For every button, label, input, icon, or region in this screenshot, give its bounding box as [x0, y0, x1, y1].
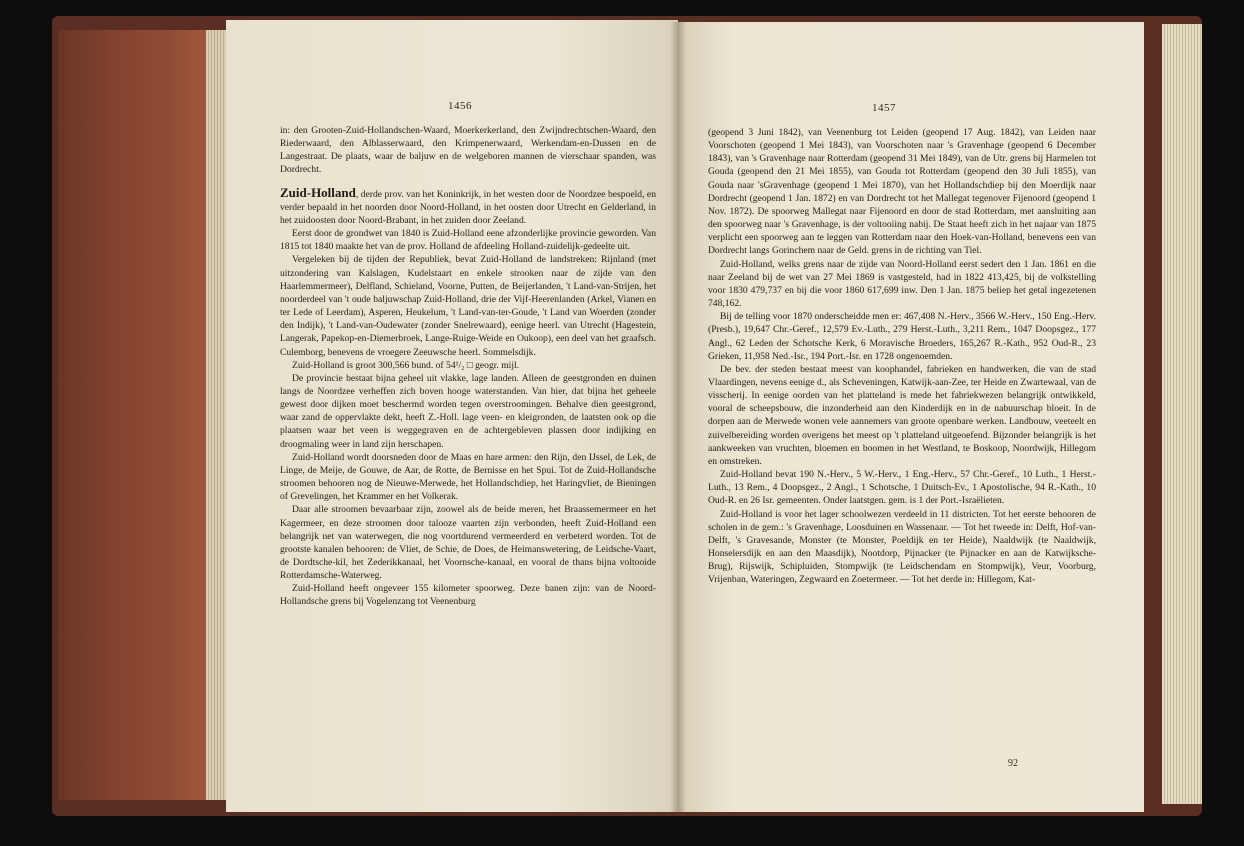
- entry-paragraph: [280, 186, 656, 227]
- paragraph: Zuid-Holland is voor het lager schoolwezen verdeeld in 11 districten. Tot het eerste behooren de scholen in de gem.: 's Gravenhage, Loosduinen en Wassenaar. — Tot het tweede in: Delft, Hof-van-Delft, 's Gravesande, Monster (te Monster, Poeldijk en ter Heide), Naaldwijk (te Naaldwijk, Honselersdijk en aan den Maasdijk), Nootdorp, Pijnacker (te Pijnacker en aan de Katwijksche-Brug), Rijswijk, Schipluiden, Stompwijk (te Leidschendam en Stompwijk), Veur, Voorburg, Vrijenban, Wateringen, Zegwaard en Zoetermeer. — Tot het derde in: Hillegom, Kat-: [708, 508, 1096, 586]
- entry-intro: , derde prov. van het Koninkrijk, in het westen door de Noordzee bespoeld, en verder bepaald in het noorden door Noord-Holland, in het oosten door Utrecht en Gelderland, in het zuidoosten door Noord-Brabant, in het zuiden door Zeeland.: [280, 188, 656, 226]
- page-edges-right: [1162, 24, 1202, 804]
- left-page-number: 1456: [448, 100, 472, 112]
- paragraph: Zuid-Holland is groot 300,566 bund. of 54¹/₂ □ geogr. mijl.: [292, 359, 520, 371]
- signature-mark: 92: [1008, 758, 1018, 769]
- paragraph: Zuid-Holland wordt doorsneden door de Maas en hare armen: den Rijn, den IJssel, de Lek, de Linge, de Meije, de Gouwe, de Aar, de Rotte, de Bernisse en het Spui. Tot de Zuid-Hollandsche stroomen behooren nog de Nieuwe-Merwede, het Hollandschdiep, het Haringvliet, de Bieningen of Grevelingen, het Krammer en het Volkerak.: [280, 451, 656, 503]
- paragraph: Zuid-Holland bevat 190 N.-Herv., 5 W.-Herv., 1 Eng.-Herv., 57 Chr.-Geref., 10 Luth., 1 Herst.-Luth., 13 Rem., 4 Doopsgez., 2 Angl., 1 Schotsche, 1 Duitsch-Ev., 1 Apostolische, 94 R.-Kath., 10 Oud-R. en 26 Isr. gemeenten. Onder laatstgen. gem. is 1 der Port.-Israëlieten.: [708, 469, 1096, 507]
- paragraph: Bij de telling voor 1870 onderscheidde men er: 467,408 N.-Herv., 3566 W.-Herv., 150 Eng.-Herv. (Presb.), 19,647 Chr.-Geref., 12,579 Ev.-Luth., 279 Herst.-Luth., 3,211 Rem., 1047 Doopsgez., 177 Angl., 62 Leden der Schotsche Kerk, 6 Moravische Broeders, 165,267 R.-Kath., 952 Oud-R., 23 Grieken, 11,958 Ned.-Isr., 194 Port.-Isr. en 1728 ongenoemden.: [708, 311, 1096, 362]
- right-page: [678, 22, 1144, 812]
- paragraph: Zuid-Holland heeft ongeveer 155 kilometer spoorweg. Deze banen zijn: van de Noord-Hollandsche grens bij Vogelenzang tot Veenenburg: [280, 583, 656, 608]
- right-page-number: 1457: [872, 102, 896, 114]
- page-block-left: [58, 30, 208, 800]
- opening-paragraph: in: den Grooten-Zuid-Hollandschen-Waard, Moerkerkerland, den Zwijndrechtschen-Waard, den Riederwaard, den Alblasserwaard, den Krimpenerwaard, Werkendam-en-Dussen en de Langestraat. De plaats, waar de baljuw en de welgeboren mannen de vierschaar spanden, was Dordrecht.: [280, 125, 656, 176]
- left-column: [280, 124, 656, 609]
- paragraph: De provincie bestaat bijna geheel uit vlakke, lage landen. Alleen de geestgronden en duinen langs de Noordzee verheffen zich boven hooge waterstanden. Van hier, dat bijna het geheele gewest door dijken moet beschermd worden tegen overstroomingen. Behalve dien geestgrond, waar zand de oppervlakte dekt, heeft Z.-Holl. lage veen- en kleigronden, de laatsten ook op die plaatsen waar het veen is weggegraven en de achtergebleven plassen door indijking en droogmaling weer in land zijn herschapen.: [280, 372, 656, 450]
- paragraph: Daar alle stroomen bevaarbaar zijn, zoowel als de beide meren, het Braassemermeer en het Kagermeer, en deze stroomen door talooze vaarten zijn verbonden, heeft Zuid-Holland een belangrijk net van waterwegen, die nog voortdurend vermeerderd en verbeterd worden. Tot de grootste kanalen behooren: de Vliet, de Schie, de Does, de Heimanswetering, de Leidsche-Vaart, de Dordtsche-kil, het Zederikkanaal, het Voornsche-kanaal, en vooral de thans bijna voltooide Rotterdamsche-Waterweg.: [280, 504, 656, 582]
- book-gutter: [670, 22, 686, 812]
- right-column: [708, 126, 1096, 586]
- page-edges-left: [206, 30, 228, 800]
- paragraph: (geopend 3 Juni 1842), van Veenenburg tot Leiden (geopend 17 Aug. 1842), van Leiden naar Voorschoten (geopend 1 Mei 1843), van Voorschoten naar 's Gravenhage (geopend 6 December 1843), van 's Gravenhage naar Rotterdam (geopend 31 Mei 1849), van de Utr. grens bij Harmelen tot Gouda (geopend den 21 Mei 1855), van Gouda tot Rotterdam (geopend den 30 Juli 1855), van Gouda naar 'sGravenhage (geopend 1 Mei 1870), van het Hollandschdiep bij den Moerdijk naar Dordrecht (geopend 1 Jan. 1872) en van Dordrecht tot het Mallegat tegenover Fijenoord (geopend 1 Nov. 1872). De spoorweg Mallegat naar Fijenoord en door de stad Rotterdam, met aansluiting aan den spoorweg naar 's Gravenhage, is der voltooiing nabij. De Staat heeft zich in het najaar van 1875 verplicht een spoorweg aan te leggen van Rotterdam naar den Hoek-van-Holland, benevens een van Dordrecht langs Gorinchem naar de Geld. grens in de richting van Tiel.: [708, 127, 1096, 257]
- entry-headword: Zuid-Holland: [280, 184, 356, 200]
- paragraph: Vergeleken bij de tijden der Republiek, bevat Zuid-Holland de landstreken: Rijnland (met uitzondering van Kalslagen, Kudelstaart en enkele strooken naar de zijde van den Haarlemmermeer), Delfland, Schieland, Voorne, Putten, de Beijerlanden, 't Land-van-Strijen, het noorderdeel van 't oude baljuwschap Zuid-Holland, drie der Vijf-Heerenlanden (Arkel, Vianen en ter Lede of Leerdam), Asperen, Heukelum, 't Land-van-ter-Goude, 't Land van Woerden (zonder den Indijk), 't Land-van-Oudewater (zonder Snelrewaard), eenige heerl. van Utrecht (Hagestein, Langerak, Papekop-en-Diemerbroek, Lange-Ruige-Weide en Oukoop), een deel van het graafsch. Culemborg, benevens de vroegere Zeeuwsche heerl. Sommelsdijk.: [280, 254, 656, 358]
- paragraph: De bev. der steden bestaat meest van koophandel, fabrieken en handwerken, die van de stad Vlaardingen, nevens eenige d., als Scheveningen, Katwijk-aan-Zee, ter Heide en Zwartewaal, van de visscherij. In eenige oorden van het platteland is mede het fabriekwezen belangrijk ontwikkeld, vooral de scheepsbouw, die inzonderheid aan den Kinderdijk en in de nabuurschap bloeit. In de dorpen aan de Merwede wonen vele aannemers van groote openbare werken. Landbouw, veeteelt en zuivelbereiding worden overigens het meest op 't platteland uitgeoefend. Bijzonder belangrijk is het aankweeken van vruchten, bloemen en boomen in het Westland, te Boskoop, Noordwijk, Hillegom en omstreken.: [708, 363, 1096, 467]
- left-page: [226, 20, 678, 812]
- paragraph: Zuid-Holland, welks grens naar de zijde van Noord-Holland eerst sedert den 1 Jan. 1861 en die naar Zeeland bij de wet van 27 Mei 1869 is vastgesteld, had in 1822 413,425, bij de volkstelling voor 1830 479,737 en bij die voor 1860 617,699 inw. Den 1 Jan. 1875 beliep het getal ingezetenen 748,162.: [708, 258, 1096, 310]
- paragraph: Eerst door de grondwet van 1840 is Zuid-Holland eene afzonderlijke provincie geworden. Van 1815 tot 1840 maakte het van de prov. Holland de afdeeling Holland-zuidelijk-gedeelte uit.: [280, 228, 656, 253]
